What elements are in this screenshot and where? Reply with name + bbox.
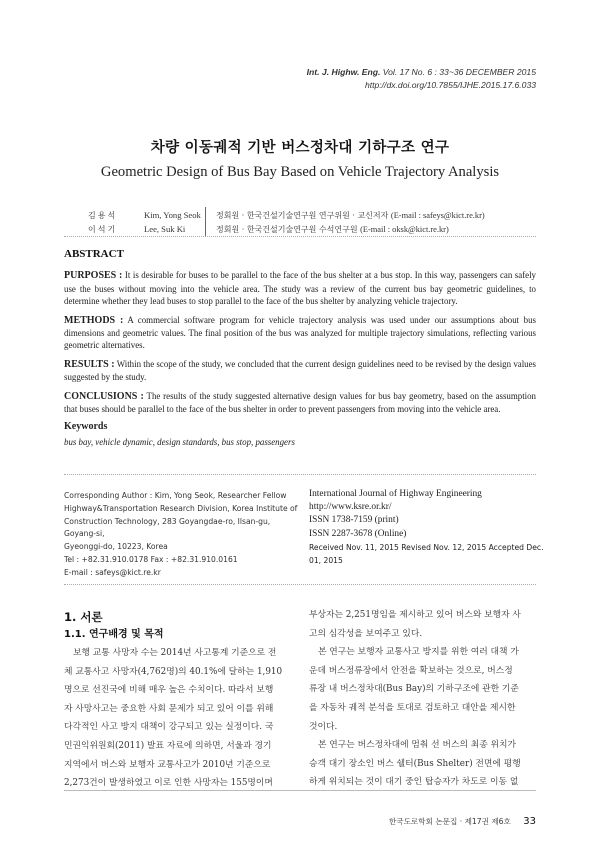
footer-rule bbox=[64, 790, 536, 791]
correspondence-line: Corresponding Author : Kim, Yong Seok, Researcher Fellow bbox=[64, 491, 287, 500]
body-left-column bbox=[64, 608, 294, 793]
author-affiliation bbox=[216, 224, 449, 235]
author-name-ko: 이석기 bbox=[88, 224, 118, 234]
body-line: 하게 위치되는 것이 대기 중인 탑승자가 차도로 이동 없 bbox=[309, 777, 519, 788]
body-line: 본 연구는 버스정차대에 멈춰 선 버스의 최종 위치가 bbox=[318, 740, 517, 751]
submission-dates: Received Nov. 11, 2015 Revised Nov. 12, 2015 Accepted Dec. 01, 2015 bbox=[309, 542, 544, 566]
keywords-heading: Keywords bbox=[64, 421, 108, 433]
divider-top bbox=[64, 236, 536, 237]
body-right-column bbox=[309, 606, 539, 792]
footer-journal: 한국도로학회 논문집 · 제17권 제6호 bbox=[388, 817, 511, 826]
body-line: 2,273건이 발생하였고 이로 인한 사망자는 155명이며 bbox=[64, 778, 273, 789]
author-divider bbox=[205, 207, 206, 237]
author-email: (E-mail : oksk@kict.re.kr) bbox=[360, 224, 449, 234]
divider-bottom bbox=[64, 584, 536, 585]
results-text: Within the scope of the study, we concluded that the current design guidelines need to be revised by the design values suggested by the study. bbox=[64, 358, 537, 383]
conclusions-label: CONCLUSIONS : bbox=[64, 390, 144, 402]
journal-info-block bbox=[309, 488, 549, 567]
doi-link[interactable]: http://dx.doi.org/10.7855/IJHE.2015.17.6.033 bbox=[364, 80, 536, 90]
body-line: 민권익위원회(2011) 발표 자료에 의하면, 서울과 경기 bbox=[64, 740, 272, 751]
body-line: 자 사망사고는 중요한 사회 문제가 되고 있어 이를 위해 bbox=[64, 703, 274, 714]
abstract-methods bbox=[64, 314, 536, 352]
keywords-list: bus bay, vehicle dynamic, design standards, bus stop, passengers bbox=[64, 436, 295, 447]
results-label: RESULTS : bbox=[64, 358, 115, 370]
author-row bbox=[88, 222, 485, 236]
volume-info: Vol. 17 No. 6 : 33~36 DECEMBER 2015 bbox=[382, 67, 536, 77]
title-korean: 차량 이동궤적 기반 버스정차대 기하구조 연구 bbox=[150, 140, 450, 156]
journal-abbr: Int. J. Highw. Eng. bbox=[306, 67, 381, 77]
conclusions-text: The results of the study suggested alternative design values for bus bay geometry, based on the assumption that buses should be parallel to the face of the bus shelter in order to prevent passengers from moving into the vehicle area. bbox=[64, 390, 536, 415]
body-line: 것이다. bbox=[309, 721, 338, 732]
body-line: 체 교통사고 사망자(4,762명)의 40.1%에 달하는 1,910 bbox=[64, 666, 283, 677]
author-affiliation-ko: 정회원 · 한국건설기술연구원 연구위원 · 교신저자 bbox=[216, 210, 389, 220]
title-english: Geometric Design of Bus Bay Based on Vehicle Trajectory Analysis bbox=[100, 164, 500, 180]
body-line: 류장 내 버스정차대(Bus Bay)의 기하구조에 관한 기준 bbox=[309, 684, 519, 695]
abstract-section bbox=[64, 248, 536, 448]
section-1-title: 1. 서론 bbox=[64, 610, 103, 624]
correspondence-line: Construction Technology, 283 Goyangdae-ro, Ilsan-gu, Goyang-si, bbox=[64, 516, 271, 539]
abstract-conclusions bbox=[64, 390, 536, 416]
author-affiliation bbox=[216, 210, 485, 221]
body-line: 보행 교통 사망자 수는 2014년 사고통계 기준으로 전 bbox=[73, 648, 277, 658]
author-name-en: Lee, Suk Ki bbox=[144, 224, 186, 234]
abstract-results bbox=[64, 358, 536, 384]
author-email: (E-mail : safeys@kict.re.kr) bbox=[390, 210, 485, 220]
author-affiliation-ko: 정회원 · 한국건설기술연구원 수석연구원 bbox=[216, 224, 358, 234]
journal-name: International Journal of Highway Engineering bbox=[309, 489, 482, 499]
purposes-text: It is desirable for buses to be parallel to the face of the bus shelter at a bus stop. In this way, passengers can safely use the buses without moving into the vehicle area. The study was a review of the current bus bay geometric guidelines, to determine whether they lead buses to stop parallel to the face of the bus shelter by analyzing vehicle trajectory. bbox=[64, 270, 536, 307]
body-line: 본 연구는 보행자 교통사고 방지를 위한 여러 대책 가 bbox=[318, 647, 519, 658]
correspondence-line: Highway&Transportation Research Division, Korea Institute of bbox=[64, 503, 298, 513]
correspondence-email: E-mail : safeys@kict.re.kr bbox=[64, 567, 161, 577]
abstract-heading: ABSTRACT bbox=[64, 248, 124, 260]
body-line: 승객 대기 장소인 버스 쉘터(Bus Shelter) 전면에 평행 bbox=[309, 758, 521, 769]
correspondence-line: Tel : +82.31.910.0178 Fax : +82.31.910.0161 bbox=[64, 554, 238, 564]
body-line: 지역에서 버스와 보행자 교통사고가 2010년 기준으로 bbox=[64, 759, 271, 770]
abstract-purposes bbox=[64, 269, 536, 307]
issn-online: ISSN 2287-3678 (Online) bbox=[309, 528, 407, 539]
correspondence-block bbox=[64, 490, 304, 580]
purposes-label: PURPOSES : bbox=[64, 270, 123, 282]
author-row bbox=[88, 208, 485, 222]
page-footer bbox=[389, 816, 536, 827]
body-line: 을 자동차 궤적 분석을 토대로 검토하고 대안을 제시한 bbox=[309, 702, 516, 713]
section-1-1-title: 1.1. 연구배경 및 목적 bbox=[64, 629, 164, 640]
methods-text: A commercial software program for vehicle trajectory analysis was used under our assumptions about bus dimensions and geometric values. The final position of the bus was analyzed for multiple trajectory simulations, reflecting various geometric alternatives. bbox=[64, 314, 536, 351]
body-line: 고의 심각성을 보여주고 있다. bbox=[309, 628, 423, 639]
body-line: 다각적인 사고 방지 대책이 강구되고 있는 실정이다. 국 bbox=[64, 722, 274, 733]
issn-print: ISSN 1738-7159 (print) bbox=[309, 515, 399, 526]
divider-middle bbox=[64, 474, 536, 475]
correspondence-line: Gyeonggi-do, 10223, Korea bbox=[64, 542, 168, 552]
body-line: 명으로 선진국에 비해 매우 높은 수치이다. 따라서 보행 bbox=[64, 685, 274, 696]
journal-header bbox=[307, 66, 536, 92]
author-block bbox=[88, 208, 485, 236]
body-line: 부상자는 2,251명임을 제시하고 있어 버스와 보행자 사 bbox=[309, 610, 521, 620]
author-name-ko: 김용석 bbox=[88, 210, 118, 220]
author-name-en: Kim, Yong Seok bbox=[144, 210, 201, 220]
methods-label: METHODS : bbox=[64, 314, 124, 326]
page-number: 33 bbox=[523, 816, 536, 827]
body-line: 운데 버스정류장에서 안전을 확보하는 것으로, 버스정 bbox=[309, 665, 513, 676]
journal-url[interactable]: http://www.ksre.or.kr/ bbox=[309, 502, 392, 513]
